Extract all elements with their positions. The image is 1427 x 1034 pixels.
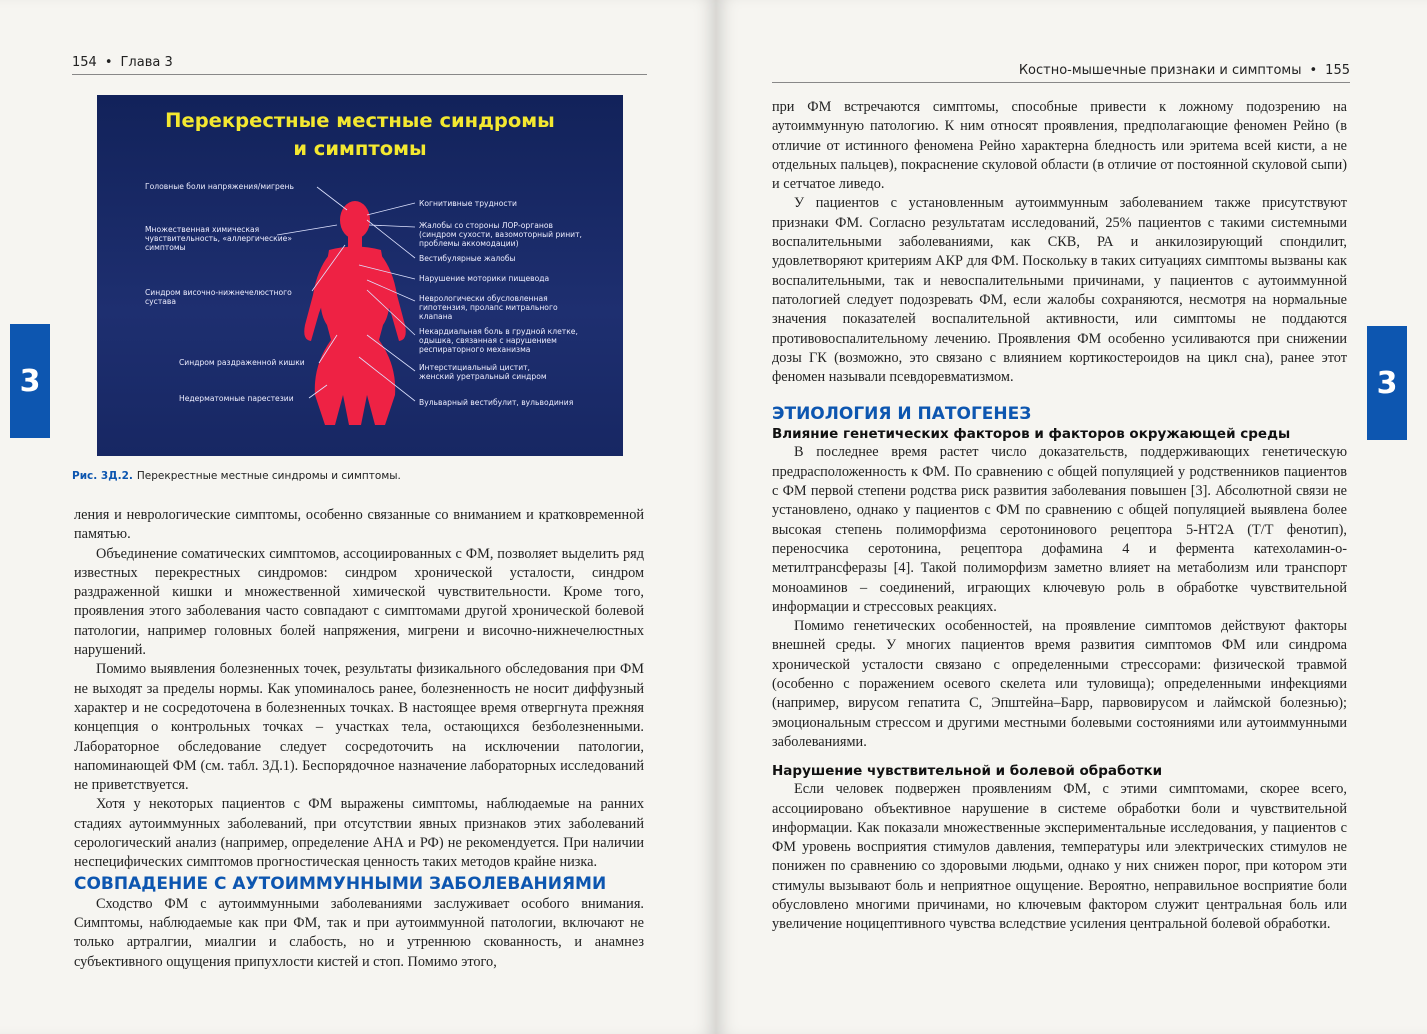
- figure-overlap-syndromes: [97, 95, 623, 456]
- fig-label-ibs: Синдром раздраженной кишки: [179, 358, 305, 367]
- paragraph: Помимо генетических особенностей, на проявление симптомов действуют факторы внешней среды. У многих пациентов время развития симптомов ФМ или синдрома хронической усталости связано с определенными стрессорами: физической травмой (особенно с поражением осевого скелета или туловища); определенными инфекциями (например, вирусом гепатита С, Эпштейна–Барр, парвовирусом и лаймской болезнью); эмоциональным стрессом и другими местными болевыми состояниями или аутоиммунными заболеваниями.: [772, 618, 1347, 750]
- section-heading-etiology: ЭТИОЛОГИЯ И ПАТОГЕНЕЗ: [772, 404, 1032, 425]
- fig-label-chest: Некардиальная боль в грудной клетке, одышка, связанная с нарушением респираторного механизма: [419, 327, 578, 354]
- fig-label-cognitive: Когнитивные трудности: [419, 199, 517, 208]
- fig-label-cystitis: Интерстициальный цистит, женский уретральный синдром: [419, 363, 547, 381]
- fig-label-esophagus: Нарушение моторики пищевода: [419, 274, 550, 283]
- paragraph: В последнее время растет число доказательств, поддерживающих генетическую предрасположенность к ФМ. По сравнению с общей популяцией у родственников пациентов с ФМ первой степени родства риск развития заболевания повышен [3]. Абсолютной связи не установлено, однако у пациентов с ФМ по сравнению с общей популяцией выявлена более высокая степень полиморфизма серотонинового рецептора 5-HT2A (T/T фенотип), переносчика серотонина, рецептора дофамина 4 и фермента катехоламин-о-метилтрансферазы [4]. Такой полиморфизм заметно влияет на метаболизм или транспорт моноаминов – соединений, играющих ключевую роль в обработке чувствительной информации и стрессовых реакциях.: [772, 444, 1347, 615]
- right-page-number: 155: [1325, 63, 1350, 78]
- paragraph: Если человек подвержен проявлениям ФМ, с этими симптомами, скорее всего, ассоциировано объективное нарушение в системе обработки боли и чувствительной информации. Как показали множественные экспериментальные исследования, у пациентов с ФМ уровень восприятия стимулов давления, температуры или электрических стимулов не понижен по сравнению со здоровыми людьми, однако у них снижен порог, при котором эти стимулы вызывают боль и неприятное ощущение. Вероятно, неправильное восприятие боли обусловлено многими причинами, но ключевым фактором служит центральная боль или увеличение ноцицептивного чувства вследствие усиления центральной болевой обработки.: [772, 781, 1347, 933]
- fig-label-hypotension: Неврологически обусловленная гипотензия, пролапс митрального клапана: [419, 294, 558, 321]
- left-running-header: 154 • Глава 3: [72, 52, 647, 75]
- paragraph: при ФМ встречаются симптомы, способные привести к ложному подозрению на аутоиммунную патологию. К ним относят проявления, предполагающие феномен Рейно (в отличие от истинного феномена Рейно характерна бледность или эритема всей кисти, а не отдельных пальцев), покраснение скуловой области (в отличие от постоянной скуловой сыпи) и сетчатое ливедо.: [772, 99, 1347, 193]
- figure-title: Перекрестные местные синдромы и симптомы: [165, 109, 555, 160]
- paragraph: Объединение соматических симптомов, ассоциированных с ФМ, позволяет выделить ряд известных перекрестных синдромов: синдром хронической усталости, синдром раздраженной кишки и множественной химической чувствительности. Кроме того, проявления этого заболевания часто совпадают с симптомами другой хронической болевой патологии, например головных болей напряжения, мигрени и височно-нижнечелюстных нарушений.: [74, 545, 644, 659]
- fig-label-tmj: Синдром височно-нижнечелюстного сустава: [145, 288, 292, 306]
- fig-label-paresthesia: Недерматомные парестезии: [179, 394, 294, 403]
- paragraph: Помимо выявления болезненных точек, результаты физикального обследования при ФМ не выходят за пределы нормы. Как упоминалось ранее, болезненность не носит диффузный характер и не сосредоточена в болезненных точках. В настоящее время отвергнута прежняя концепция о контрольных точках – участках тела, остающихся безболезненными. Лабораторное обследование следует сосредоточить на исключении патологии, напоминающей ФМ (см. табл. 3Д.1). Беспорядочное назначение лабораторных исследований не приветствуется.: [74, 661, 644, 794]
- subsection-heading-pain-processing: Нарушение чувствительной и болевой обработки: [772, 763, 1163, 780]
- paragraph: Хотя у некоторых пациентов с ФМ выражены симптомы, наблюдаемые на ранних стадиях аутоиммунных заболеваний, при отсутствии явных признаков этих заболеваний серологический анализ (например, определение АНА и РФ) не рекомендуется. При наличии неспецифических симптомов прогностическая ценность таких методов крайне низка.: [74, 796, 644, 871]
- chapter-tab-left: 3: [10, 324, 50, 438]
- fig-label-ent: Жалобы со стороны ЛОР-органов (синдром сухости, вазомоторный ринит, проблемы аккомодации): [419, 221, 582, 248]
- section-heading-autoimmune: СОВПАДЕНИЕ С АУТОИММУННЫМИ ЗАБОЛЕВАНИЯМИ: [74, 873, 607, 894]
- right-page: [716, 0, 1427, 1034]
- paragraph: Сходство ФМ с аутоиммунными заболеваниями заслуживает особого внимания. Симптомы, наблюдаемые как при ФМ, так и при аутоиммунной патологии, включают не только артралгии, миалгии и слабость, но и утреннюю скованность, и анамнез субъективного ощущения припухлости кистей и стоп. Помимо этого,: [74, 895, 644, 970]
- figure-caption: Рис. 3Д.2. Перекрестные местные синдромы и симптомы.: [72, 470, 401, 482]
- paragraph: ления и неврологические симптомы, особенно связанные со вниманием и кратковременной памятью.: [74, 507, 644, 543]
- left-chapter-title: Глава 3: [120, 55, 173, 70]
- left-text-column: [74, 506, 644, 972]
- right-running-title: Костно-мышечные признаки и симптомы: [1018, 63, 1302, 78]
- fig-label-mcs: Множественная химическая чувствительность, «аллергические» симптомы: [145, 225, 292, 252]
- left-page-number: 154: [72, 55, 97, 70]
- paragraph: У пациентов с установленным аутоиммунным заболеванием также присутствуют признаки ФМ. Согласно результатам исследований, 25% пациентов с такими системными воспалительными заболеваниями, как СКВ, РА и анкилозирующий спондилит, удовлетворяют критериям АКР для ФМ. Поскольку в таких ситуациях симптомы вызваны как воспалительными, так и невоспалительными причинами, у пациентов с аутоиммунной патологией следует подозревать ФМ, если жалобы сохраняются, несмотря на нормальные значения показателей воспалительной активности, или симптомы не поддаются противовоспалительному лечению. Проявления ФМ особенно усиливаются при снижении дозы ГК (возможно, это связано с влиянием кортикостероидов на цикл сна), ранее этот феномен называли псевдоревматизмом.: [772, 195, 1347, 386]
- chapter-tab-right: 3: [1367, 326, 1407, 440]
- right-running-header: Костно-мышечные признаки и симптомы • 155: [772, 60, 1350, 83]
- right-text-column: [772, 98, 1347, 935]
- subsection-heading-genetics: Влияние генетических факторов и факторов окружающей среды: [772, 426, 1291, 443]
- fig-label-headache: Головные боли напряжения/мигрень: [145, 182, 294, 191]
- fig-label-vestibular: Вестибулярные жалобы: [419, 254, 516, 263]
- fig-label-vulvar: Вульварный вестибулит, вульводиния: [419, 398, 574, 407]
- body-silhouette: [304, 201, 406, 425]
